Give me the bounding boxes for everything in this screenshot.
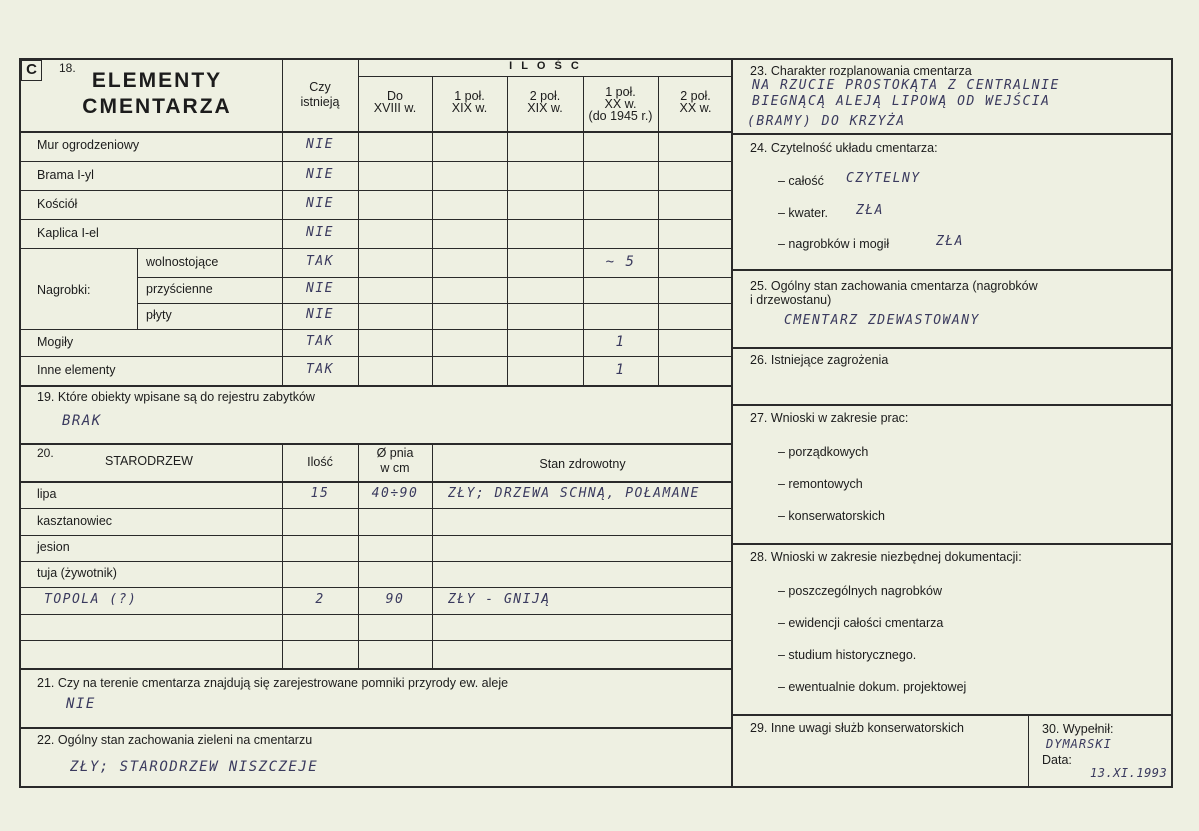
s22-label: 22. Ogólny stan zachowania zieleni na cmentarzu	[37, 733, 313, 747]
s27-item-1: – porządkowych	[778, 445, 869, 459]
s26-label: 26. Istniejące zagrożenia	[750, 353, 889, 367]
period-header-5: 2 poł. XX w.	[679, 89, 712, 115]
s20-number: 20.	[37, 446, 54, 460]
s24-item-label-3: – nagrobków i mogił	[778, 237, 890, 251]
s27-item-2: – remontowych	[778, 477, 863, 491]
period-header-4: 1 poł. XX w. (do 1945 r.)	[588, 85, 653, 123]
element-row-label-8: Mogiły	[37, 334, 74, 349]
s27-item-3: – konserwatorskich	[778, 509, 885, 523]
s25-value: CMENTARZ ZDEWASTOWANY	[784, 313, 980, 328]
element-row-label-9: Inne elementy	[37, 362, 116, 377]
s30-date: 13.XI.1993	[1090, 766, 1168, 780]
tree-row-stan-1: ZŁY; DRZEWA SCHNĄ, POŁAMANE	[448, 485, 700, 501]
s28-item-3: – studium historycznego.	[778, 648, 917, 662]
element-row-czy-2: NIE	[306, 166, 334, 182]
s19-label: 19. Które obiekty wpisane są do rejestru zabytków	[37, 390, 315, 404]
s20-ilosc-header: Ilość	[307, 455, 333, 469]
s29-label: 29. Inne uwagi służb konserwatorskich	[750, 721, 965, 735]
element-row-label-1: Mur ogrodzeniowy	[37, 138, 140, 152]
tree-row-name-2: kasztanowiec	[37, 513, 113, 528]
czy-istnieja-header: Czy istnieją	[300, 80, 340, 109]
s30-data-label: Data:	[1042, 753, 1072, 767]
s30-label: 30. Wypełnił:	[1042, 722, 1114, 736]
tree-row-stan-5: ZŁY - GNIJĄ	[448, 591, 551, 607]
s20-pnia-header: Ø pnia w cm	[376, 446, 414, 475]
period-header-2: 1 poł. XIX w.	[451, 89, 488, 115]
tree-row-name-5: TOPOLA (?)	[44, 591, 138, 607]
s23-line1: NA RZUCIE PROSTOKĄTA Z CENTRALNIE	[752, 78, 1060, 93]
s20-title: STARODRZEW	[105, 454, 193, 468]
tree-row-name-1: lipa	[37, 486, 57, 501]
s22-value: ZŁY; STARODRZEW NISZCZEJE	[70, 759, 319, 775]
s24-label: 24. Czytelność układu cmentarza:	[750, 141, 938, 155]
element-row-czy-7: NIE	[306, 307, 334, 322]
s19-value: BRAK	[62, 413, 102, 429]
s21-value: NIE	[66, 696, 96, 712]
s28-item-2: – ewidencji całości cmentarza	[778, 616, 944, 630]
element-row-label-2: Brama I-yl	[37, 167, 94, 182]
period-header-1: Do XVIII w.	[373, 89, 417, 115]
tree-row-pnia-1: 40÷90	[371, 485, 419, 501]
element-row-label-3: Kościół	[37, 196, 78, 211]
element-row-czy-9: TAK	[306, 361, 334, 377]
section-letter-box	[21, 60, 42, 81]
element-row-czy-1: NIE	[306, 137, 334, 152]
period-header-3: 2 poł. XIX w.	[527, 89, 563, 115]
s25-label-2: i drzewostanu)	[750, 293, 832, 307]
element-row-label-7: płyty	[146, 308, 172, 322]
section-letter: C	[26, 61, 37, 78]
s24-item-label-1: – całość	[778, 174, 824, 188]
section-18-number: 18.	[59, 61, 76, 75]
ilosc-header: I L O Ś C	[509, 60, 582, 72]
s24-item-label-2: – kwater.	[778, 206, 829, 220]
elements-title	[62, 68, 252, 120]
element-row-czy-5: TAK	[306, 253, 334, 269]
s20-stan-header: Stan zdrowotny	[539, 457, 626, 471]
element-row-5-period-4: ~ 5	[605, 253, 636, 270]
element-row-czy-3: NIE	[306, 195, 334, 211]
element-row-czy-4: NIE	[306, 224, 334, 240]
element-row-8-period-4: 1	[615, 333, 626, 350]
s24-item-value-1: CZYTELNY	[846, 171, 921, 186]
s25-label-1: 25. Ogólny stan zachowania cmentarza (nagrobków	[750, 279, 1038, 293]
s24-item-value-2: ZŁA	[856, 203, 884, 218]
element-row-label-5: wolnostojące	[146, 254, 219, 269]
s30-name: DYMARSKI	[1046, 737, 1112, 751]
s28-item-1: – poszczególnych nagrobków	[778, 584, 942, 598]
element-row-9-period-4: 1	[615, 361, 626, 378]
elements-title-line1: ELEMENTY	[91, 69, 223, 92]
tree-row-pnia-5: 90	[385, 591, 405, 607]
elements-title-line2: CMENTARZA	[82, 95, 232, 118]
nagrobki-label: Nagrobki:	[37, 283, 91, 297]
tree-row-ilosc-1: 15	[310, 485, 330, 501]
s23-line3: (BRAMY) DO KRZYŻA	[747, 114, 906, 129]
tree-row-name-4: tuja (żywotnik)	[37, 566, 117, 580]
s24-item-value-3: ZŁA	[936, 234, 964, 249]
s23-label: 23. Charakter rozplanowania cmentarza	[750, 64, 972, 78]
s23-line2: BIEGNĄCĄ ALEJĄ LIPOWĄ OD WEJŚCIA	[752, 94, 1051, 109]
element-row-label-6: przyścienne	[146, 282, 213, 296]
s21-label: 21. Czy na terenie cmentarza znajdują się zarejestrowane pomniki przyrody ew. aleje	[37, 676, 509, 690]
tree-row-name-3: jesion	[37, 540, 70, 554]
s28-item-4: – ewentualnie dokum. projektowej	[778, 680, 967, 694]
element-row-czy-8: TAK	[306, 333, 334, 349]
element-row-label-4: Kaplica I-el	[37, 225, 99, 240]
tree-row-ilosc-5: 2	[315, 591, 325, 607]
s27-label: 27. Wnioski w zakresie prac:	[750, 411, 909, 425]
element-row-czy-6: NIE	[306, 281, 334, 296]
s28-label: 28. Wnioski w zakresie niezbędnej dokumentacji:	[750, 550, 1022, 564]
